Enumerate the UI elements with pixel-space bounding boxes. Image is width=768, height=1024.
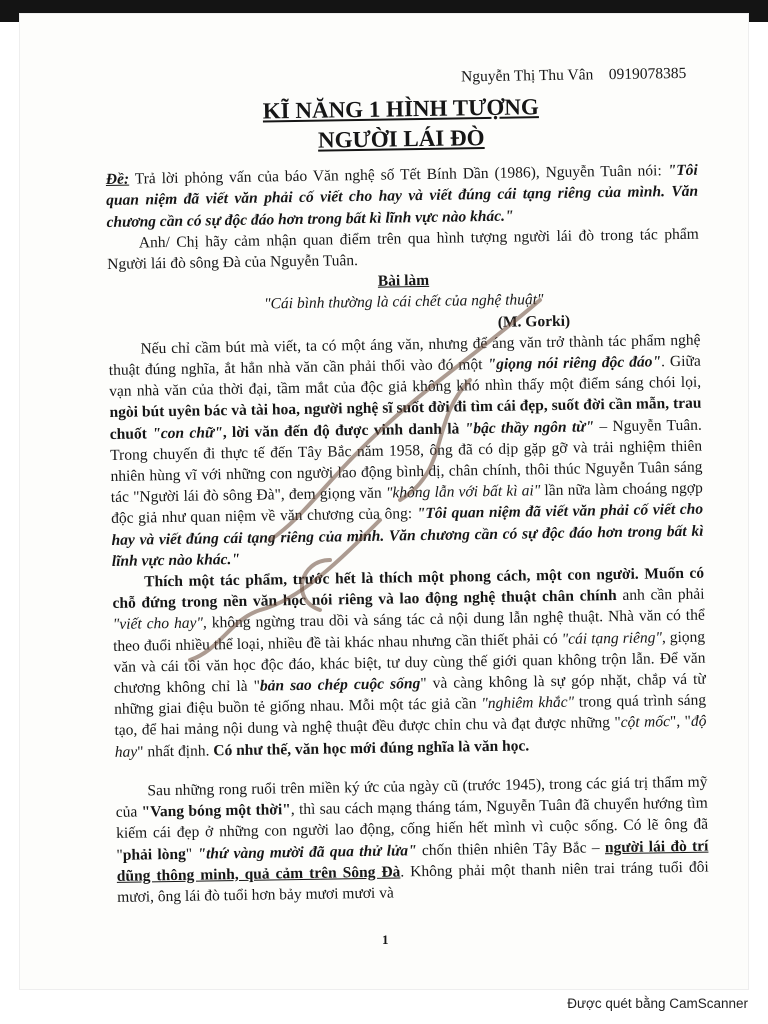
p2-text-f: , giọng văn và cái tôi văn học độc đáo, khác biệt, tư duy cùng thế giới quan không trộn lẫn. Để văn chương không chỉ là " <box>113 628 706 697</box>
p2-quote-g: bản sao chép cuộc sống <box>259 675 421 695</box>
p1-text-h: – Nguyễn Tuân. Trong chuyến đi thực tế đến Tây Bắc năm 1958, ông đã có dịp gặp gỡ và trải nghiệm thiên nhiên hùng vĩ với những con người lao động bình dị, chân chính, thôi thúc Nguyễn Tuân sáng tác "Người lái đò sông Đà", đem giọng văn <box>110 416 703 507</box>
scanner-footer: Được quét bằng CamScanner <box>567 996 748 1011</box>
prompt-label: Đề: <box>105 170 130 189</box>
p3-text-c: , thì sau cách mạng tháng tám, Nguyễn Tuân đã chuyển hướng tìm kiếm cái đẹp ở những con người lao động, cống hiến hết mình vì cuộc sống. Có lẽ ông đã " <box>115 794 709 864</box>
p1-quote-e: "con chữ" <box>152 423 223 442</box>
p2-text-h: " và càng không là sự góp nhặt, chắp vá từ những giai điệu buồn tẻ giống nhau. Mỗi một tác giả cần <box>114 670 706 719</box>
essay-heading: Bài làm <box>377 272 430 290</box>
epigraph: "Cái bình thường là cái chết của nghệ thuật" <box>263 291 544 313</box>
p3-bold-d: phải lòng <box>122 845 186 864</box>
epigraph-author: (M. Gorki) <box>497 312 571 331</box>
p2-text-d: , không ngừng trau dồi và sáng tác cả nội dung lẫn nghệ thuật. Nhà văn có thể theo đuổi nhiều thể loại, nhiều đề tài khác nhau nhưng cần thiết phải có <box>113 607 705 655</box>
p3-text-e: " <box>185 845 198 863</box>
prompt-intro: Trả lời phỏng vấn của báo Văn nghệ số Tết Bính Dần (1986), Nguyễn Tuân nói: <box>134 162 662 188</box>
author-name: Nguyễn Thị Thu Vân <box>460 66 594 86</box>
p2-bold-a: Thích một tác phẩm, trước hết là thích một phong cách, một con người. Muốn có chỗ đứng trong nền văn học nói riêng và lao động nghệ thuật chân chính <box>112 564 705 613</box>
document-title-line1: KĨ NĂNG 1 HÌNH TƯỢNG <box>262 94 539 124</box>
prompt-task: Anh/ Chị hãy cảm nhận quan điểm trên qua hình tượng người lái đò trong tác phẩm Người lái đò sông Đà của Nguyễn Tuân. <box>107 225 699 273</box>
p2-quote-k: cột mốc <box>620 713 671 732</box>
p1-text-j: lần nữa làm choáng ngợp độc giả như quan niệm về văn chương của ông: <box>111 479 703 528</box>
p3-bold-b: "Vang bóng một thời" <box>141 801 291 821</box>
essay-paragraph-1 <box>108 329 704 572</box>
p2-quote-c: "viết cho hay" <box>112 614 204 634</box>
p1-bold-d: ngòi bút uyên bác và tài hoa, người nghệ sĩ suốt đời đi tìm cái đẹp, suốt đời cần mẫn, trau chuốt <box>109 395 702 443</box>
prompt-paragraph <box>106 160 699 233</box>
essay-paragraph-3 <box>115 772 709 909</box>
p2-quote-e: "cái tạng riêng" <box>561 628 663 648</box>
p1-quote-k: "Tôi quan niệm đã viết văn phải cố viết cho hay và viết đúng cái tạng riêng của mình. Văn chương cần có sự độc đáo hơn trong bất kì lĩnh vực nào khác." <box>111 501 704 570</box>
p2-quote-m: độ hay <box>114 713 707 761</box>
p1-quote-i: "không lẫn với bất kì ai" <box>385 482 541 502</box>
p2-text-l: ", " <box>669 713 692 731</box>
p2-text-b: anh cần phải <box>616 585 705 605</box>
prompt-quote: "Tôi quan niệm đã viết văn phải cố viết cho hay và viết đúng cái tạng riêng của mình. Văn chương cần có sự độc đáo hơn trong bất kì lĩnh vực nào khác." <box>106 161 699 231</box>
document-page <box>104 53 709 908</box>
p1-quote-g: "bậc thầy ngôn từ" <box>464 417 595 438</box>
p3-text-i: . Không phải một thanh niên trai tráng tuổi đôi mươi, ông lái đò tuổi hơn bảy mươi mươi và <box>116 858 709 906</box>
p1-text-c: . Giữa vạn nhà văn của thời đại, tầm mắt của độc giả không khó nhìn thấy một điểm sáng chói lọi, <box>109 352 702 401</box>
document-sheet <box>20 14 748 989</box>
document-title-line2: NGƯỜI LÁI ĐÒ <box>317 125 485 153</box>
p3-text-g: chốn thiên nhiên Tây Bắc – <box>416 838 606 859</box>
p3-bold-underline-h: người lái đò trí dũng thông minh, quả cảm trên Sông Đà <box>116 837 709 885</box>
essay-paragraph-2 <box>112 563 707 763</box>
p2-text-n: " nhất định. <box>137 742 214 761</box>
p3-text-a: Sau những rong ruổi trên miền ký ức của ngày cũ (trước 1945), trong các giá trị thẩm mỹ của <box>115 773 708 822</box>
author-phone: 0919078385 <box>608 64 687 84</box>
p3-quote-f: "thứ vàng mười đã qua thử lửa" <box>197 841 417 863</box>
p2-bold-o: Có như thế, văn học mới đúng nghĩa là văn học. <box>213 737 530 760</box>
author-line <box>104 63 686 93</box>
p1-quote-b: "giọng nói riêng độc đáo" <box>487 353 662 374</box>
p2-text-j: trong quá trình sáng tạo, để hai mảng nội dung và nghệ thuật đều được chỉn chu và đạt được những " <box>114 691 707 740</box>
p2-quote-i: "nghiêm khắc" <box>481 693 575 713</box>
page-number: 1 <box>382 932 389 947</box>
p1-bold-f: , lời văn đến độ được vinh danh là <box>222 420 465 441</box>
p1-text-a: Nếu chỉ cầm bút mà viết, ta có một áng văn, nhưng để áng văn trở thành tác phẩm nghệ thuật đúng nghĩa, ắt hẳn nhà văn cần phải thổi vào đó một <box>108 331 701 379</box>
